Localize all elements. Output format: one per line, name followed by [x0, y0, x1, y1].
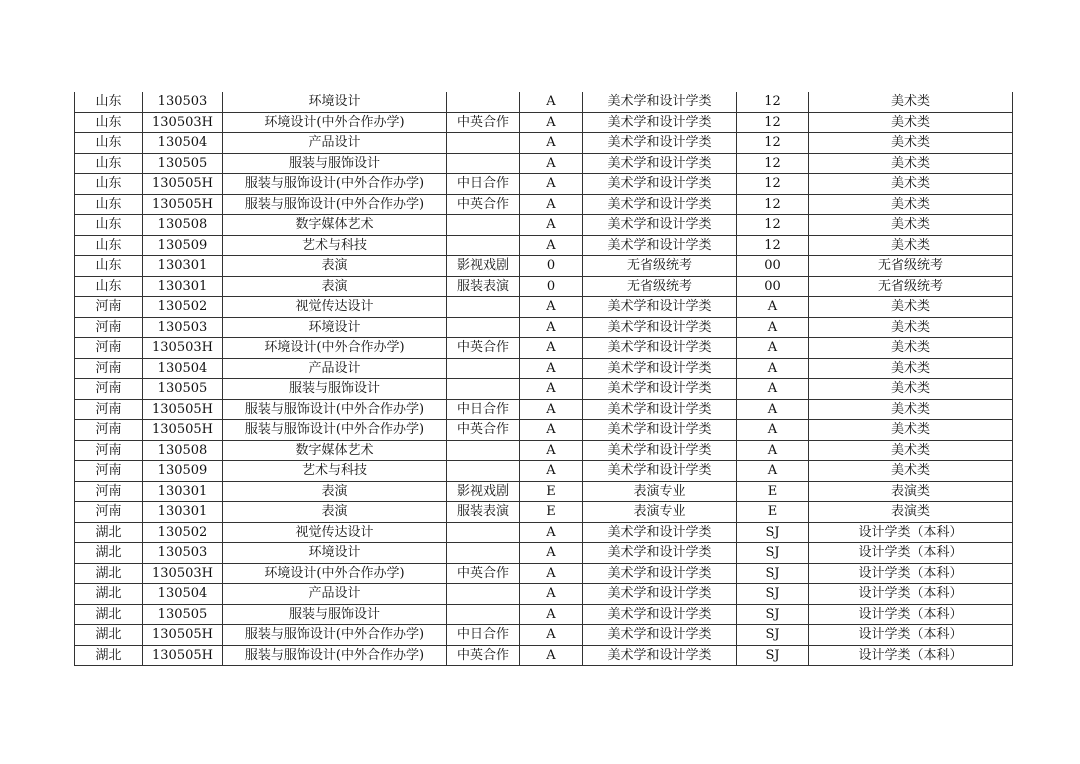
- cell-province-code: A: [737, 358, 809, 379]
- cell-major-code: 130301: [143, 276, 223, 297]
- cell-major-code: 130301: [143, 256, 223, 277]
- cell-category-code: A: [520, 440, 583, 461]
- cell-major-name: 视觉传达设计: [223, 522, 447, 543]
- cell-category-name: 美术学和设计学类: [583, 604, 737, 625]
- cell-category-name: 美术学和设计学类: [583, 338, 737, 359]
- cell-province-code: 00: [737, 276, 809, 297]
- cell-province-category: 美术类: [809, 153, 1013, 174]
- cell-province-category: 设计学类（本科）: [809, 522, 1013, 543]
- table-row: [75, 133, 1013, 154]
- cell-category-name: 美术学和设计学类: [583, 133, 737, 154]
- cell-major-name: 环境设计: [223, 92, 447, 112]
- cell-direction: [447, 153, 520, 174]
- cell-category-code: E: [520, 481, 583, 502]
- cell-direction: 中英合作: [447, 194, 520, 215]
- cell-province-code: A: [737, 317, 809, 338]
- cell-major-name: 表演: [223, 256, 447, 277]
- table-row: [75, 153, 1013, 174]
- cell-province-code: SJ: [737, 584, 809, 605]
- cell-category-name: 表演专业: [583, 481, 737, 502]
- cell-major-code: 130301: [143, 502, 223, 523]
- cell-major-name: 艺术与科技: [223, 235, 447, 256]
- cell-category-code: A: [520, 174, 583, 195]
- cell-province-category: 设计学类（本科）: [809, 563, 1013, 584]
- cell-province: 山东: [75, 92, 143, 112]
- cell-direction: 中日合作: [447, 399, 520, 420]
- cell-province: 湖北: [75, 604, 143, 625]
- cell-major-name: 数字媒体艺术: [223, 215, 447, 236]
- cell-province-code: A: [737, 461, 809, 482]
- cell-major-code: 130505H: [143, 625, 223, 646]
- cell-province-category: 美术类: [809, 358, 1013, 379]
- cell-major-name: 服装与服饰设计: [223, 604, 447, 625]
- cell-province: 湖北: [75, 584, 143, 605]
- table-row: [75, 276, 1013, 297]
- cell-province-code: 12: [737, 235, 809, 256]
- cell-province-code: A: [737, 399, 809, 420]
- cell-province-code: 12: [737, 112, 809, 133]
- cell-province: 山东: [75, 256, 143, 277]
- cell-category-name: 表演专业: [583, 502, 737, 523]
- cell-major-code: 130505H: [143, 645, 223, 666]
- cell-major-code: 130505H: [143, 420, 223, 441]
- cell-direction: [447, 317, 520, 338]
- cell-major-name: 服装与服饰设计(中外合作办学): [223, 399, 447, 420]
- cell-province-category: 美术类: [809, 112, 1013, 133]
- cell-province-code: 12: [737, 153, 809, 174]
- cell-category-code: A: [520, 358, 583, 379]
- cell-province-category: 美术类: [809, 338, 1013, 359]
- cell-province-category: 美术类: [809, 379, 1013, 400]
- cell-province: 山东: [75, 153, 143, 174]
- cell-province-code: A: [737, 297, 809, 318]
- table-row: [75, 584, 1013, 605]
- cell-province-category: 表演类: [809, 502, 1013, 523]
- cell-province-code: 12: [737, 194, 809, 215]
- table-row: [75, 194, 1013, 215]
- table-row: [75, 481, 1013, 502]
- cell-major-code: 130509: [143, 461, 223, 482]
- cell-province: 山东: [75, 194, 143, 215]
- cell-province: 山东: [75, 133, 143, 154]
- table-row: [75, 522, 1013, 543]
- cell-direction: [447, 379, 520, 400]
- cell-province-code: A: [737, 420, 809, 441]
- cell-province: 河南: [75, 461, 143, 482]
- table-row: [75, 563, 1013, 584]
- cell-category-name: 美术学和设计学类: [583, 584, 737, 605]
- cell-major-name: 服装与服饰设计: [223, 153, 447, 174]
- cell-province-category: 美术类: [809, 194, 1013, 215]
- cell-province-code: A: [737, 338, 809, 359]
- cell-province-category: 美术类: [809, 420, 1013, 441]
- cell-major-name: 视觉传达设计: [223, 297, 447, 318]
- cell-category-name: 美术学和设计学类: [583, 235, 737, 256]
- cell-province-category: 无省级统考: [809, 276, 1013, 297]
- cell-category-name: 美术学和设计学类: [583, 625, 737, 646]
- table-row: [75, 543, 1013, 564]
- cell-direction: 中日合作: [447, 174, 520, 195]
- cell-category-name: 美术学和设计学类: [583, 153, 737, 174]
- cell-major-code: 130505: [143, 153, 223, 174]
- cell-category-name: 美术学和设计学类: [583, 174, 737, 195]
- cell-major-name: 服装与服饰设计(中外合作办学): [223, 174, 447, 195]
- table-row: [75, 92, 1013, 112]
- cell-province: 湖北: [75, 563, 143, 584]
- cell-province-category: 美术类: [809, 461, 1013, 482]
- cell-category-code: A: [520, 461, 583, 482]
- cell-major-code: 130503H: [143, 563, 223, 584]
- cell-direction: [447, 440, 520, 461]
- cell-province-code: SJ: [737, 645, 809, 666]
- table-row: [75, 256, 1013, 277]
- cell-major-name: 表演: [223, 502, 447, 523]
- cell-major-name: 服装与服饰设计(中外合作办学): [223, 645, 447, 666]
- cell-category-code: A: [520, 543, 583, 564]
- cell-province-code: A: [737, 379, 809, 400]
- cell-major-name: 数字媒体艺术: [223, 440, 447, 461]
- cell-province: 河南: [75, 338, 143, 359]
- cell-province: 河南: [75, 358, 143, 379]
- cell-category-code: A: [520, 645, 583, 666]
- table-row: [75, 338, 1013, 359]
- table-row: [75, 317, 1013, 338]
- cell-category-name: 美术学和设计学类: [583, 358, 737, 379]
- cell-direction: 中英合作: [447, 338, 520, 359]
- cell-province-category: 设计学类（本科）: [809, 625, 1013, 646]
- cell-province: 河南: [75, 440, 143, 461]
- cell-category-name: 美术学和设计学类: [583, 440, 737, 461]
- cell-province: 山东: [75, 112, 143, 133]
- cell-major-code: 130503: [143, 92, 223, 112]
- cell-category-name: 美术学和设计学类: [583, 543, 737, 564]
- cell-major-name: 艺术与科技: [223, 461, 447, 482]
- cell-category-name: 美术学和设计学类: [583, 522, 737, 543]
- cell-direction: [447, 92, 520, 112]
- cell-direction: 服装表演: [447, 502, 520, 523]
- cell-province: 山东: [75, 235, 143, 256]
- cell-direction: 影视戏剧: [447, 256, 520, 277]
- cell-major-code: 130503: [143, 543, 223, 564]
- cell-province-code: SJ: [737, 522, 809, 543]
- cell-direction: [447, 235, 520, 256]
- cell-major-name: 服装与服饰设计(中外合作办学): [223, 194, 447, 215]
- cell-province-code: E: [737, 481, 809, 502]
- cell-province: 河南: [75, 481, 143, 502]
- cell-province: 湖北: [75, 625, 143, 646]
- cell-province-category: 美术类: [809, 92, 1013, 112]
- cell-direction: 服装表演: [447, 276, 520, 297]
- cell-province-category: 设计学类（本科）: [809, 543, 1013, 564]
- cell-category-code: A: [520, 317, 583, 338]
- cell-major-name: 环境设计: [223, 543, 447, 564]
- cell-category-code: A: [520, 297, 583, 318]
- cell-direction: 中英合作: [447, 112, 520, 133]
- cell-category-name: 美术学和设计学类: [583, 297, 737, 318]
- cell-province-category: 无省级统考: [809, 256, 1013, 277]
- cell-province-category: 设计学类（本科）: [809, 645, 1013, 666]
- cell-category-code: A: [520, 420, 583, 441]
- cell-major-code: 130504: [143, 133, 223, 154]
- cell-category-code: A: [520, 235, 583, 256]
- table-row: [75, 625, 1013, 646]
- cell-direction: 中英合作: [447, 563, 520, 584]
- cell-province-category: 美术类: [809, 174, 1013, 195]
- cell-category-code: A: [520, 584, 583, 605]
- table-row: [75, 399, 1013, 420]
- cell-province: 山东: [75, 174, 143, 195]
- cell-province: 河南: [75, 297, 143, 318]
- cell-province-code: E: [737, 502, 809, 523]
- cell-province: 河南: [75, 502, 143, 523]
- table-row: [75, 502, 1013, 523]
- cell-province-category: 美术类: [809, 440, 1013, 461]
- cell-category-name: 美术学和设计学类: [583, 194, 737, 215]
- table-row: [75, 420, 1013, 441]
- cell-major-name: 服装与服饰设计: [223, 379, 447, 400]
- cell-province-category: 美术类: [809, 235, 1013, 256]
- cell-province-code: 12: [737, 92, 809, 112]
- table-row: [75, 379, 1013, 400]
- cell-province-code: SJ: [737, 563, 809, 584]
- cell-category-code: A: [520, 215, 583, 236]
- table-row: [75, 440, 1013, 461]
- cell-province: 湖北: [75, 543, 143, 564]
- cell-major-name: 服装与服饰设计(中外合作办学): [223, 625, 447, 646]
- cell-category-code: A: [520, 379, 583, 400]
- cell-province-category: 设计学类（本科）: [809, 584, 1013, 605]
- cell-province: 山东: [75, 215, 143, 236]
- cell-direction: [447, 584, 520, 605]
- cell-province: 河南: [75, 420, 143, 441]
- cell-major-name: 产品设计: [223, 133, 447, 154]
- cell-province-category: 美术类: [809, 399, 1013, 420]
- cell-category-code: E: [520, 502, 583, 523]
- table-row: [75, 235, 1013, 256]
- cell-major-name: 环境设计(中外合作办学): [223, 338, 447, 359]
- cell-major-name: 产品设计: [223, 584, 447, 605]
- cell-province-code: 12: [737, 133, 809, 154]
- cell-category-code: A: [520, 563, 583, 584]
- table-row: [75, 358, 1013, 379]
- cell-category-code: A: [520, 92, 583, 112]
- cell-direction: 中英合作: [447, 645, 520, 666]
- cell-major-code: 130505: [143, 604, 223, 625]
- cell-category-name: 美术学和设计学类: [583, 379, 737, 400]
- cell-province-category: 美术类: [809, 133, 1013, 154]
- cell-category-code: A: [520, 604, 583, 625]
- cell-category-code: A: [520, 112, 583, 133]
- cell-province: 湖北: [75, 645, 143, 666]
- cell-category-name: 无省级统考: [583, 256, 737, 277]
- cell-major-code: 130505H: [143, 194, 223, 215]
- cell-province: 湖北: [75, 522, 143, 543]
- cell-direction: 中日合作: [447, 625, 520, 646]
- cell-category-code: A: [520, 153, 583, 174]
- cell-major-code: 130301: [143, 481, 223, 502]
- cell-category-name: 美术学和设计学类: [583, 645, 737, 666]
- table-row: [75, 604, 1013, 625]
- cell-category-code: A: [520, 399, 583, 420]
- cell-direction: [447, 522, 520, 543]
- cell-major-name: 表演: [223, 481, 447, 502]
- cell-major-name: 产品设计: [223, 358, 447, 379]
- cell-major-code: 130509: [143, 235, 223, 256]
- cell-category-name: 无省级统考: [583, 276, 737, 297]
- cell-province: 河南: [75, 399, 143, 420]
- table-row: [75, 645, 1013, 666]
- cell-province-category: 设计学类（本科）: [809, 604, 1013, 625]
- cell-major-code: 130505: [143, 379, 223, 400]
- cell-category-name: 美术学和设计学类: [583, 563, 737, 584]
- cell-category-code: A: [520, 194, 583, 215]
- cell-province-code: SJ: [737, 543, 809, 564]
- cell-major-code: 130503H: [143, 112, 223, 133]
- cell-province-code: 00: [737, 256, 809, 277]
- cell-major-code: 130502: [143, 297, 223, 318]
- cell-major-name: 服装与服饰设计(中外合作办学): [223, 420, 447, 441]
- cell-category-name: 美术学和设计学类: [583, 399, 737, 420]
- cell-category-name: 美术学和设计学类: [583, 317, 737, 338]
- cell-category-code: A: [520, 338, 583, 359]
- cell-major-code: 130508: [143, 440, 223, 461]
- cell-direction: [447, 297, 520, 318]
- cell-category-code: 0: [520, 276, 583, 297]
- cell-province: 山东: [75, 276, 143, 297]
- cell-category-code: A: [520, 625, 583, 646]
- cell-direction: 影视戏剧: [447, 481, 520, 502]
- cell-category-code: A: [520, 522, 583, 543]
- cell-province-code: 12: [737, 174, 809, 195]
- cell-category-code: A: [520, 133, 583, 154]
- cell-direction: [447, 215, 520, 236]
- cell-direction: [447, 133, 520, 154]
- cell-major-name: 环境设计(中外合作办学): [223, 563, 447, 584]
- cell-province: 河南: [75, 379, 143, 400]
- cell-category-name: 美术学和设计学类: [583, 461, 737, 482]
- cell-province-code: A: [737, 440, 809, 461]
- cell-province-category: 美术类: [809, 297, 1013, 318]
- cell-major-code: 130504: [143, 358, 223, 379]
- cell-province-code: 12: [737, 215, 809, 236]
- cell-category-code: 0: [520, 256, 583, 277]
- cell-direction: [447, 604, 520, 625]
- cell-major-code: 130503: [143, 317, 223, 338]
- cell-province-category: 表演类: [809, 481, 1013, 502]
- cell-province-category: 美术类: [809, 317, 1013, 338]
- cell-category-name: 美术学和设计学类: [583, 112, 737, 133]
- cell-major-code: 130503H: [143, 338, 223, 359]
- table-body: [75, 92, 1013, 666]
- cell-direction: [447, 543, 520, 564]
- cell-major-name: 环境设计(中外合作办学): [223, 112, 447, 133]
- cell-direction: [447, 358, 520, 379]
- cell-major-code: 130505H: [143, 399, 223, 420]
- cell-province-category: 美术类: [809, 215, 1013, 236]
- cell-category-name: 美术学和设计学类: [583, 215, 737, 236]
- cell-direction: [447, 461, 520, 482]
- table-row: [75, 174, 1013, 195]
- cell-major-code: 130502: [143, 522, 223, 543]
- table-row: [75, 461, 1013, 482]
- cell-province-code: SJ: [737, 625, 809, 646]
- table-row: [75, 112, 1013, 133]
- cell-major-name: 环境设计: [223, 317, 447, 338]
- cell-major-name: 表演: [223, 276, 447, 297]
- cell-direction: 中英合作: [447, 420, 520, 441]
- cell-category-name: 美术学和设计学类: [583, 420, 737, 441]
- cell-province-code: SJ: [737, 604, 809, 625]
- cell-category-name: 美术学和设计学类: [583, 92, 737, 112]
- table-row: [75, 297, 1013, 318]
- cell-major-code: 130508: [143, 215, 223, 236]
- cell-major-code: 130505H: [143, 174, 223, 195]
- cell-province: 河南: [75, 317, 143, 338]
- data-table: [74, 92, 1013, 666]
- cell-major-code: 130504: [143, 584, 223, 605]
- table-row: [75, 215, 1013, 236]
